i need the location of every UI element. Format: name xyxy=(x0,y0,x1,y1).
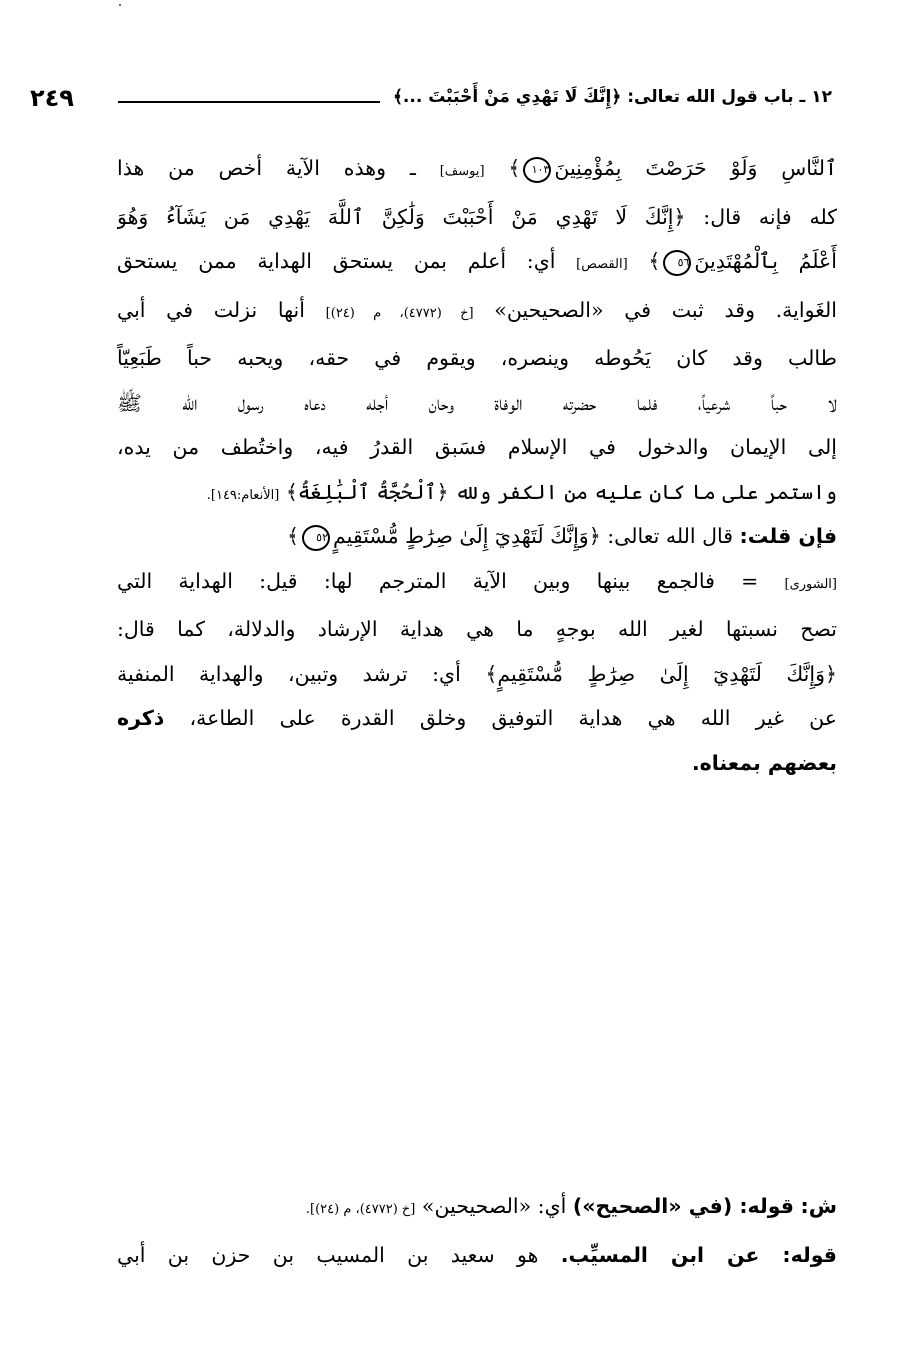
quran-text: ﴿وَإِنَّكَ لَتَهْدِيٓ إِلَىٰ صِرَٰطٍ مُّسْتَقِيمٍ xyxy=(333,524,601,548)
line: إلى الإيمان والدخول في الإسلام فسَبق القدرُ فيه، واختُطف من يده، xyxy=(117,435,837,459)
reference: [الأنعام:١٤٩]. xyxy=(206,487,280,503)
line xyxy=(117,652,837,697)
ayah-number: ١٠٣ xyxy=(523,157,551,183)
line xyxy=(117,696,837,741)
quran-text: ﴿إِنَّكَ لَا تَهْدِي مَنْ أَحْبَبْتَ وَلَٰكِنَّ ٱللَّهَ يَهْدِي مَن يَشَآءُ وَهُوَ xyxy=(117,204,686,229)
text: عن غير الله هي هداية التوفيق وخلق القدرة على الطاعة، xyxy=(189,706,837,730)
page-number: ٢٤٩ xyxy=(30,84,74,112)
line xyxy=(117,146,837,195)
line xyxy=(117,559,837,608)
bold-heading: ش: xyxy=(800,1194,837,1218)
text: ـ وهذه الآية أخص من هذا xyxy=(117,156,416,180)
commentary-paragraph xyxy=(117,1184,837,1277)
bold-heading: قوله: (في «الصحيح») xyxy=(572,1194,794,1218)
text: كله فإنه قال: xyxy=(703,204,837,229)
quran-text: ﴿ٱلْحُجَّةُ ٱلْبَٰلِغَةُ﴾ xyxy=(285,479,449,504)
line xyxy=(117,1233,837,1278)
text: أي: ترشد وتبين، والهداية المنفية xyxy=(117,661,461,686)
header-rule xyxy=(118,101,380,103)
bold-text: ذكره xyxy=(117,706,165,730)
quran-text: ٱلنَّاسِ وَلَوْ حَرَصْتَ بِمُؤْمِنِينَ xyxy=(554,156,837,180)
text: قال الله تعالى: xyxy=(607,524,734,548)
quran-text: ﴿وَإِنَّكَ لَتَهْدِيٓ إِلَىٰ صِرَٰطٍ مُّسْتَقِيمٍ﴾ xyxy=(485,661,837,686)
line xyxy=(117,1184,837,1233)
reference: [يوسف] xyxy=(439,164,485,179)
quran-close-bracket: ﴾ xyxy=(508,156,521,180)
salawat-glyph: ﷺ xyxy=(117,390,142,415)
bold-heading: فإن قلت: xyxy=(739,524,837,548)
text: = فالجمع بينها وبين الآية المترجم لها: قيل: الهداية التي xyxy=(117,568,759,593)
line: بعضهم بمعناه. xyxy=(691,750,837,775)
reference: [خ (٤٧٧٢)، م (٢٤)] xyxy=(325,305,474,321)
chapter-title: ١٢ ـ باب قول الله تعالى: ﴿إِنَّكَ لَا تَهْدِي مَنْ أَحْبَبْتَ ...﴾ xyxy=(392,87,832,107)
reference: [الشورى] xyxy=(784,576,837,592)
main-paragraph xyxy=(117,146,837,518)
reference: [خ (٤٧٧٢)، م (٢٤)]. xyxy=(305,1202,416,1217)
text: هو سعيد بن المسيب بن حزن بن أبي xyxy=(117,1242,539,1267)
quran-close-bracket: ﴾ xyxy=(648,249,661,273)
text: أي: «الصحيحين» xyxy=(421,1194,567,1218)
line xyxy=(117,514,837,559)
line xyxy=(117,470,837,519)
ayah-number: ٥٦ xyxy=(663,250,691,276)
text: الغَواية. وقد ثبت في «الصحيحين» xyxy=(494,297,837,322)
bold-heading: قوله: عن ابن المسيِّب. xyxy=(560,1242,837,1267)
text: واستمر على ما كان عليه من الكفر ولله xyxy=(455,479,837,504)
text: أنها نزلت في أبي xyxy=(117,297,305,322)
ayah-number: ٥٢ xyxy=(302,525,330,551)
line xyxy=(117,239,837,288)
page-header xyxy=(30,84,832,120)
quran-close-bracket: ﴾ xyxy=(286,524,299,548)
line xyxy=(117,288,837,337)
text: لا حباً شرعياً، فلما حضرته الوفاة وحان أجله دعاه رسول الله xyxy=(182,390,837,415)
text: أي: أعلم بمن يستحق الهداية ممن يستحق xyxy=(117,249,556,273)
reference: [القصص] xyxy=(576,257,628,272)
line xyxy=(117,381,837,426)
line: تصح نسبتها لغير الله بوجهٍ ما هي هداية الإرشاد والدلالة، كما قال: xyxy=(117,617,837,641)
objection-paragraph xyxy=(117,514,837,785)
line xyxy=(117,195,837,240)
quran-text: أَعْلَمُ بِٱلْمُهْتَدِينَ xyxy=(694,249,837,273)
line: طالب وقد كان يَحُوطه وينصره، ويقوم في حقه، ويحبه حباً طَبَعِيّاً xyxy=(117,346,837,370)
